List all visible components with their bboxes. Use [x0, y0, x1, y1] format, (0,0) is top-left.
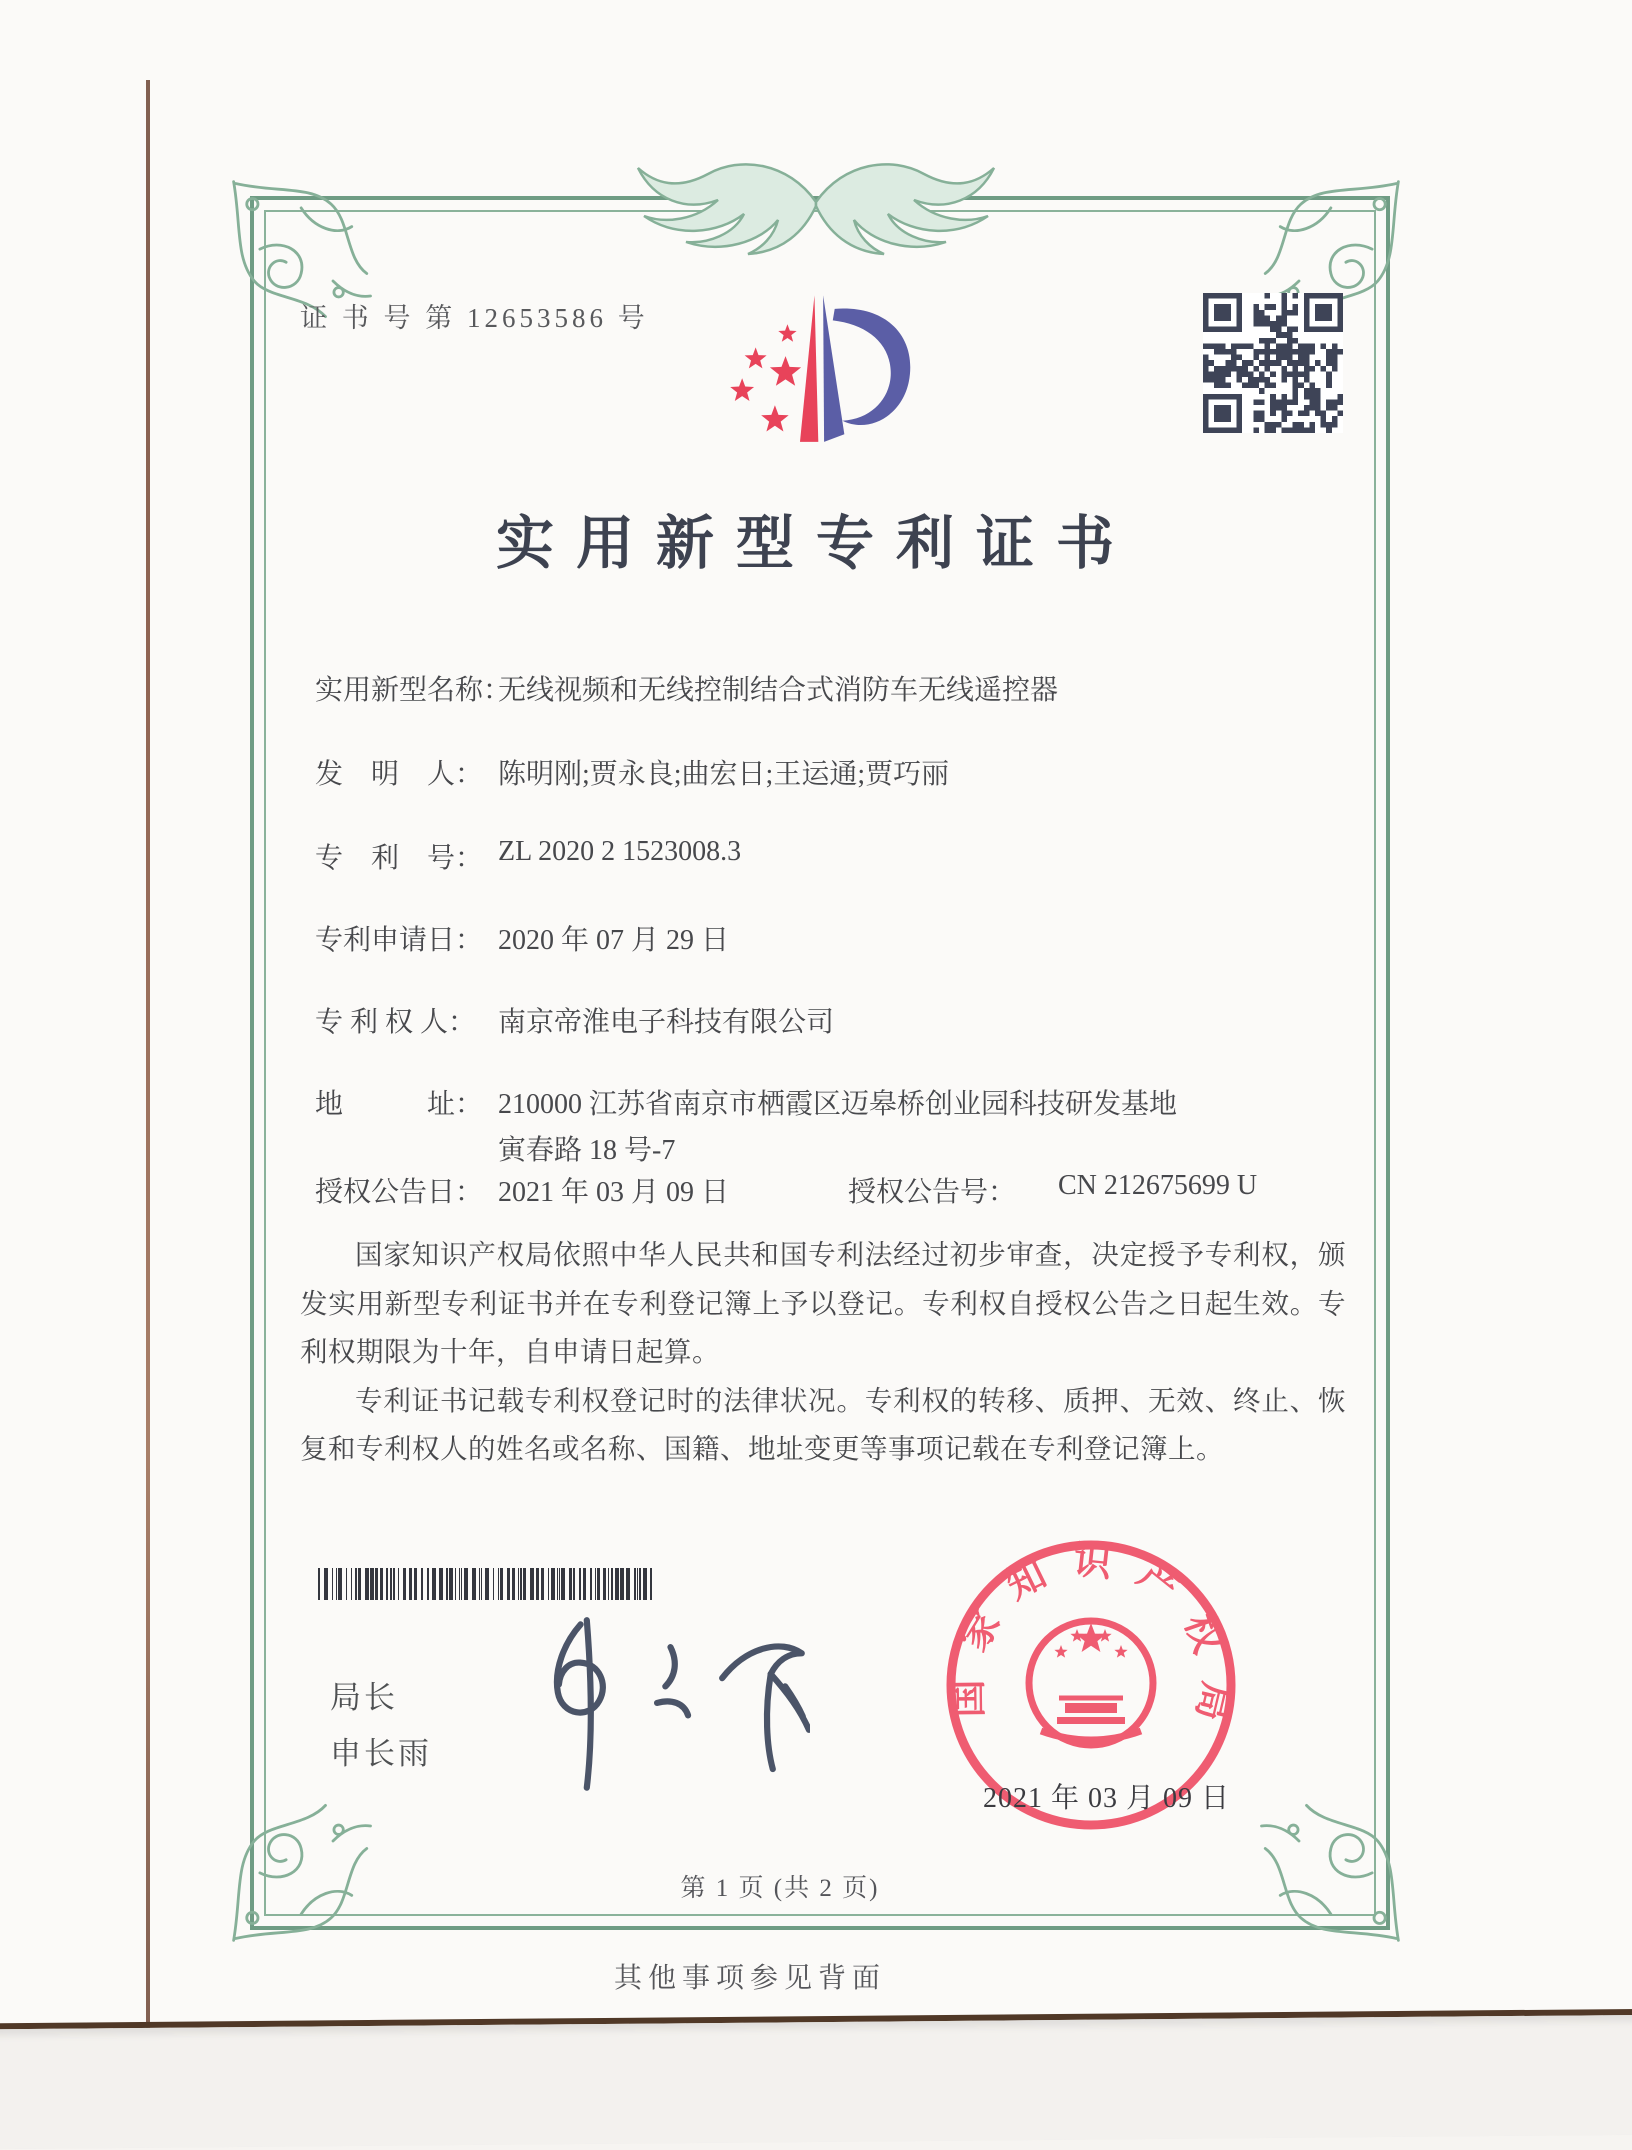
- legal-paragraph-1: 国家知识产权局依照中华人民共和国专利法经过初步审查，决定授予专利权，颁发实用新型专利证书并在专利登记簿上予以登记。专利权自授权公告之日起生效。专利权期限为十年，自申请日起算。: [300, 1239, 1346, 1367]
- field-grant-date-and-number: [0, 1170, 1632, 1216]
- field-patentee: [0, 1000, 1632, 1046]
- field-value: 2021 年 03 月 09 日: [498, 1177, 730, 1208]
- field-patent-number: [0, 836, 1632, 882]
- certificate-title: 实用新型专利证书: [495, 511, 1137, 576]
- field-label: 授权公告号：: [848, 1177, 1017, 1208]
- cnipa-logo: [692, 278, 962, 476]
- commissioner-title: 局长: [330, 1680, 398, 1715]
- logo-p-bowl: [833, 309, 910, 425]
- field-filing-date: [0, 918, 1632, 964]
- corner-flourish-bottom-left: [228, 1796, 378, 1946]
- commissioner-name: 申长雨: [330, 1736, 432, 1771]
- corner-flourish-bottom-right: [1254, 1796, 1404, 1946]
- qr-code: [1203, 293, 1343, 433]
- logo-red-wedge: [800, 295, 818, 442]
- field-label: 发 明 人：: [315, 759, 484, 790]
- legal-text: [300, 1231, 1346, 1474]
- seal-ring-text: 国家知识产权局: [947, 1539, 1238, 1749]
- paper-bottom-edge: [0, 2008, 1632, 2149]
- field-label: 授权公告日：: [315, 1177, 484, 1208]
- legal-paragraph-2: 专利证书记载专利权登记时的法律状况。专利权的转移、质押、无效、终止、恢复和专利权人的姓名或名称、国籍、地址变更等事项记载在专利登记簿上。: [300, 1384, 1346, 1464]
- seal-national-emblem: [1029, 1621, 1153, 1745]
- field-utility-model-name: [0, 668, 1632, 714]
- field-address: [0, 1082, 1632, 1174]
- binding-edge-line: [146, 80, 150, 2040]
- back-side-note: 其他事项参见背面: [613, 1963, 887, 1994]
- logo-stars: [730, 324, 801, 431]
- field-label: 地 址：: [315, 1089, 484, 1120]
- field-label: 专 利 号：: [315, 843, 484, 874]
- field-value: 2020 年 07 月 29 日: [498, 925, 730, 956]
- certificate-number: 证 书 号 第 12653586 号: [300, 303, 649, 333]
- commissioner-signature: [500, 1612, 810, 1792]
- field-value: CN 212675699 U: [1058, 1170, 1258, 1201]
- field-value: 210000 江苏省南京市栖霞区迈皋桥创业园科技研发基地: [498, 1089, 1178, 1120]
- page-number: 第 1 页 (共 2 页): [680, 1875, 880, 1902]
- field-value-line2: 寅春路 18 号-7: [498, 1135, 676, 1166]
- field-label: 专 利 权 人：: [315, 1007, 477, 1038]
- field-value: 南京帝淮电子科技有限公司: [498, 1007, 835, 1038]
- seal-date: 2021 年 03 月 09 日: [983, 1783, 1231, 1814]
- field-label: 实用新型名称：: [315, 675, 512, 706]
- field-value: ZL 2020 2 1523008.3: [498, 836, 742, 867]
- field-value: 陈明刚;贾永良;曲宏日;王运通;贾巧丽: [498, 759, 950, 790]
- field-inventors: [0, 752, 1632, 798]
- field-value: 无线视频和无线控制结合式消防车无线遥控器: [498, 675, 1059, 706]
- field-label: 专利申请日：: [315, 925, 484, 956]
- barcode: [318, 1568, 658, 1600]
- top-border-ornament: [536, 140, 1096, 256]
